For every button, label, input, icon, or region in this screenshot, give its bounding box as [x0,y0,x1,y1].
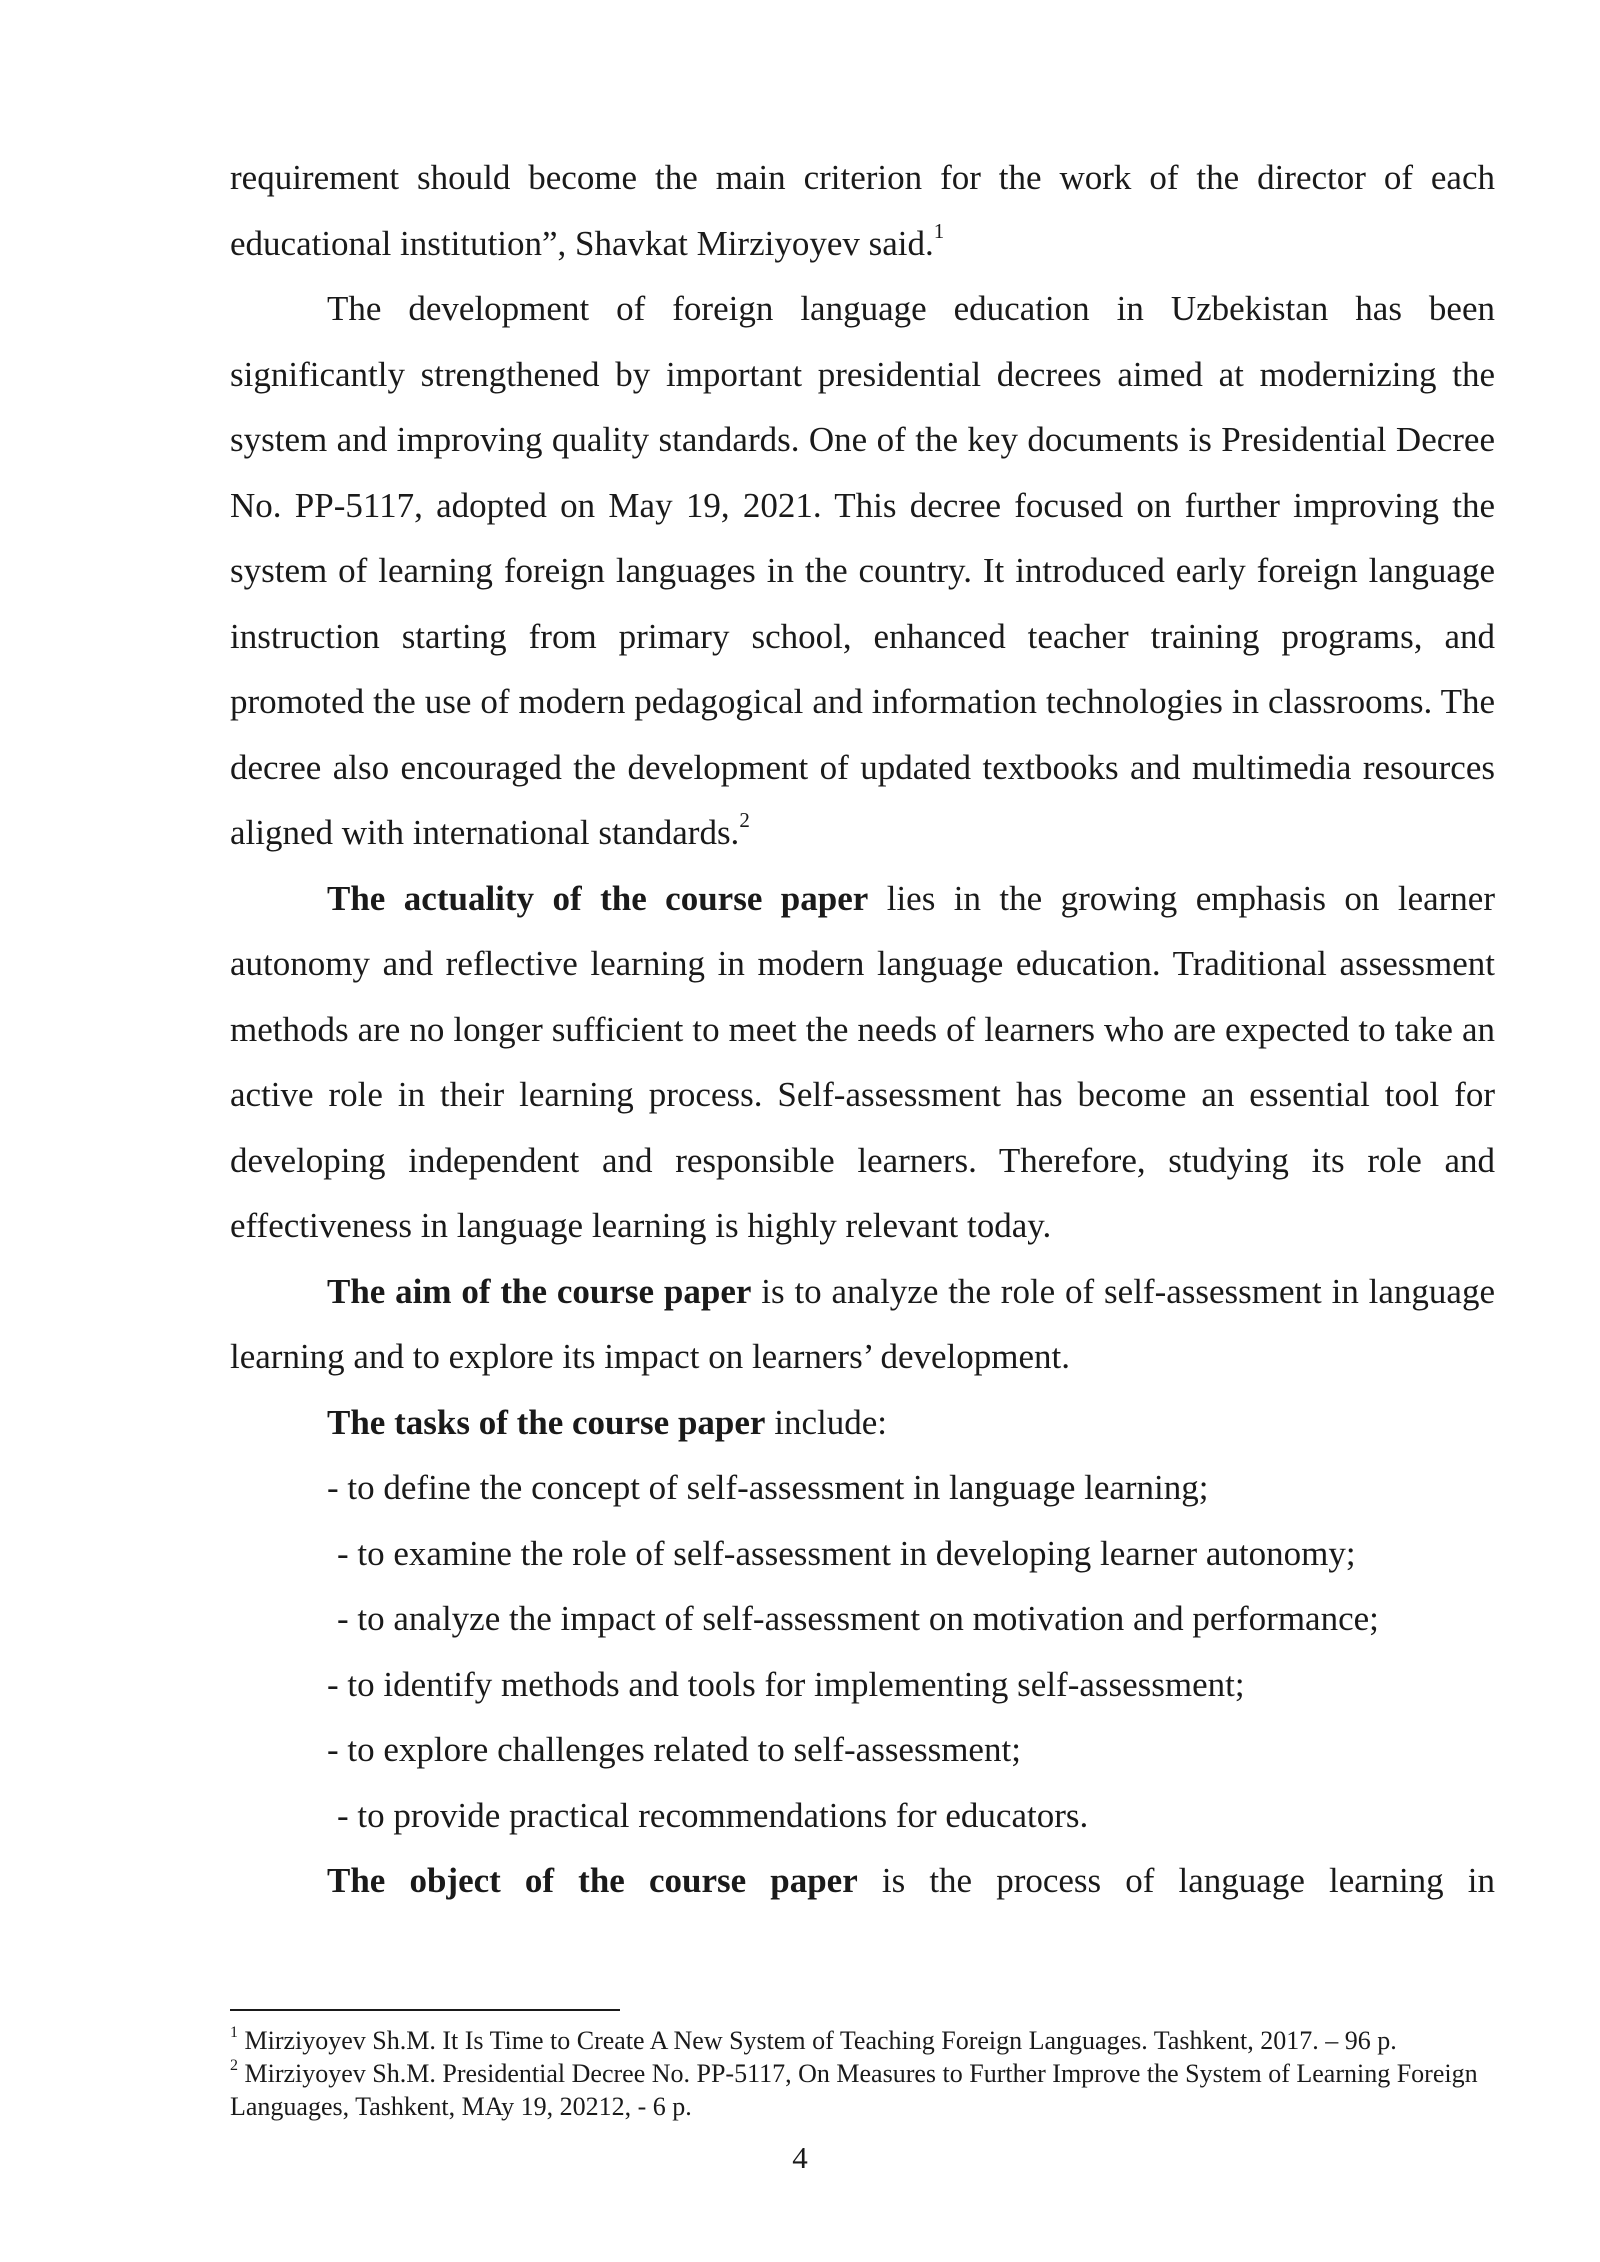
task-item: - to analyze the impact of self-assessment on motivation and performance; [337,1599,1379,1638]
paragraph-decree [230,276,1495,866]
body-text [230,145,1495,1914]
footnote-ref-1: 1 [933,218,945,243]
footnote-text: Mirziyoyev Sh.M. It Is Time to Create A New System of Teaching Foreign Languages. Tashkent, 2017. – 96 p. [238,2026,1397,2055]
paragraph-aim [230,1259,1495,1390]
footnote-text: Mirziyoyev Sh.M. Presidential Decree No. PP-5117, On Measures to Further Improve the System of Learning Foreign Languages, Tashkent, MAy 19, 20212, - 6 p. [230,2059,1478,2121]
footnote-ref-2: 2 [739,808,750,833]
paragraph-text: requirement should become the main criterion for the work of the director of each educational institution”, Shavkat Mirziyoyev said. [230,158,1495,263]
task-item: - to define the concept of self-assessment in language learning; [327,1468,1209,1507]
task-item: - to explore challenges related to self-assessment; [327,1730,1021,1769]
paragraph-object [230,1848,1495,1914]
footnotes [230,2024,1495,2123]
paragraph-text: The development of foreign language education in Uzbekistan has been significantly strengthened by important presidential decrees aimed at modernizing the system and improving quality standards. One of the key documents is Presidential Decree No. PP-5117, adopted on May 19, 2021. This decree focused on further improving the system of learning foreign languages in the country. It introduced early foreign language instruction starting from primary school, enhanced teacher training programs, and promoted the use of modern pedagogical and information technologies in classrooms. The decree also encouraged the development of updated textbooks and multimedia resources aligned with international standards. [230,289,1495,852]
footnote-1 [230,2024,1495,2057]
footnote-2 [230,2057,1495,2123]
footnote-separator [230,2009,620,2011]
task-item: - to examine the role of self-assessment in developing learner autonomy; [337,1533,1356,1573]
footnote-number: 1 [230,2024,238,2042]
footnote-number: 2 [230,2057,238,2075]
paragraph-tasks [230,1390,1495,1456]
task-item: - to identify methods and tools for implementing self-assessment; [327,1664,1245,1704]
paragraph-quote-end [230,145,1495,276]
tasks-heading: The tasks of the course paper [327,1402,766,1442]
actuality-heading: The actuality of the course paper [327,878,869,918]
paragraph-actuality [230,866,1495,1259]
aim-heading: The aim of the course paper [327,1271,752,1311]
paragraph-text: include: [765,1402,887,1442]
paragraph-text: is the process of language learning in [857,1861,1495,1900]
page-number: 4 [792,2140,808,2175]
paragraph-text: lies in the growing emphasis on learner autonomy and reflective learning in modern language education. Traditional assessment methods are no longer sufficient to meet the needs of learners who are expected to take an active role in their learning process. Self-assessment has become an essential tool for developing independent and responsible learners. Therefore, studying its role and effectiveness in language learning is highly relevant today. [230,878,1495,1245]
task-item: - to provide practical recommendations for educators. [337,1795,1089,1835]
paragraph-text: is to analyze the role of self-assessment in language learning and to explore its impact on learners’ development. [230,1271,1495,1376]
object-heading: The object of the course paper [327,1861,858,1900]
